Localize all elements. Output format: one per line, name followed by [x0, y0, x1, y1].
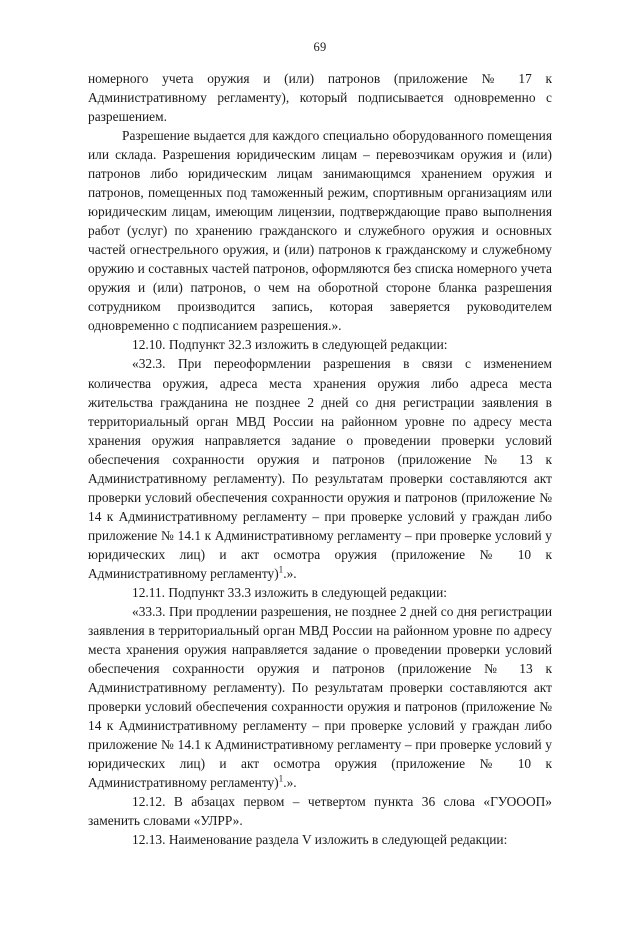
paragraph-item-12-11: 12.11. Подпункт 33.3 изложить в следующей редакции: [132, 584, 447, 600]
subitem-32-3-text-after: .». [283, 565, 297, 581]
footnote-marker-1: 1 [278, 564, 284, 575]
paragraph-item-12-13: 12.13. Наименование раздела V изложить в следующей редакции: [132, 832, 508, 848]
paragraph-subitem-32-3 [88, 354, 552, 582]
subitem-33-3-text-after: .». [283, 775, 297, 791]
paragraph-item-12-10: 12.10. Подпункт 32.3 изложить в следующей редакции: [132, 337, 448, 353]
paragraph-subitem-33-3 [88, 602, 552, 792]
document-body [88, 69, 552, 849]
paragraph-continued-text: номерного учета оружия и (или) патронов (приложение № 17 к Административному регламенту), который подписывается одновременно с разрешением. [88, 71, 552, 125]
subitem-32-3-text: «32.3. При переоформлении разрешения в связи с изменением количества оружия, адреса места хранения оружия либо адреса места жительства гражданина не позднее 2 дней со дня регистрации заявления в территориальный орган МВД России на районном уровне по адресу места хранения оружия направляется задание о проведении проверки условий обеспечения сохранности оружия и патронов (приложение № 13 к Административному регламенту). По результатам проверки составляются акт проверки условий обеспечения сохранности оружия и патронов (приложение № 14 к Административному регламенту – при проверке условий у граждан либо приложение № 14.1 к Административному регламенту – при проверке условий у юридических лиц) и акт осмотра оружия (приложение № 10 к Административному регламенту) [88, 356, 552, 581]
paragraph-permission-issuance: Разрешение выдается для каждого специально оборудованного помещения или склада. Разрешения юридическим лицам – перевозчикам оружия и (или) патронов либо юридическим лицам занимающимся хранением оружия и патронов, помещенных под таможенный режим, спортивным организациям или юридическим лицам, имеющим лицензии, подтверждающие право выполнения работ (услуг) по хранению гражданского и служебного оружия и основных частей огнестрельного оружия, и (или) патронов к гражданскому и служебному оружию и составных частей патронов, оформляются без списка номерного учета оружия и (или) патронов, о чем на оборотной стороне бланка разрешения сотрудником производится запись, которая заверяется руководителем одновременно с подписанием разрешения.». [88, 128, 552, 334]
page-number: 69 [313, 40, 327, 54]
paragraph-item-12-12: 12.12. В абзацах первом – четвертом пункта 36 слова «ГУОООП» заменить словами «УЛРР». [88, 794, 552, 829]
footnote-marker-2: 1 [278, 773, 284, 784]
document-page [0, 40, 640, 945]
subitem-33-3-text: «33.3. При продлении разрешения, не позднее 2 дней со дня регистрации заявления в территориальный орган МВД России на районном уровне по адресу места хранения оружия направляется задание о проведении проверки условий обеспечения сохранности оружия и патронов (приложение № 13 к Административному регламенту). По результатам проверки составляются акт проверки условий обеспечения сохранности оружия и патронов (приложение № 14 к Административному регламенту – при проверке условий у граждан либо приложение № 14.1 к Административному регламенту – при проверке условий у юридических лиц) и акт осмотра оружия (приложение № 10 к Административному регламенту) [88, 603, 552, 791]
